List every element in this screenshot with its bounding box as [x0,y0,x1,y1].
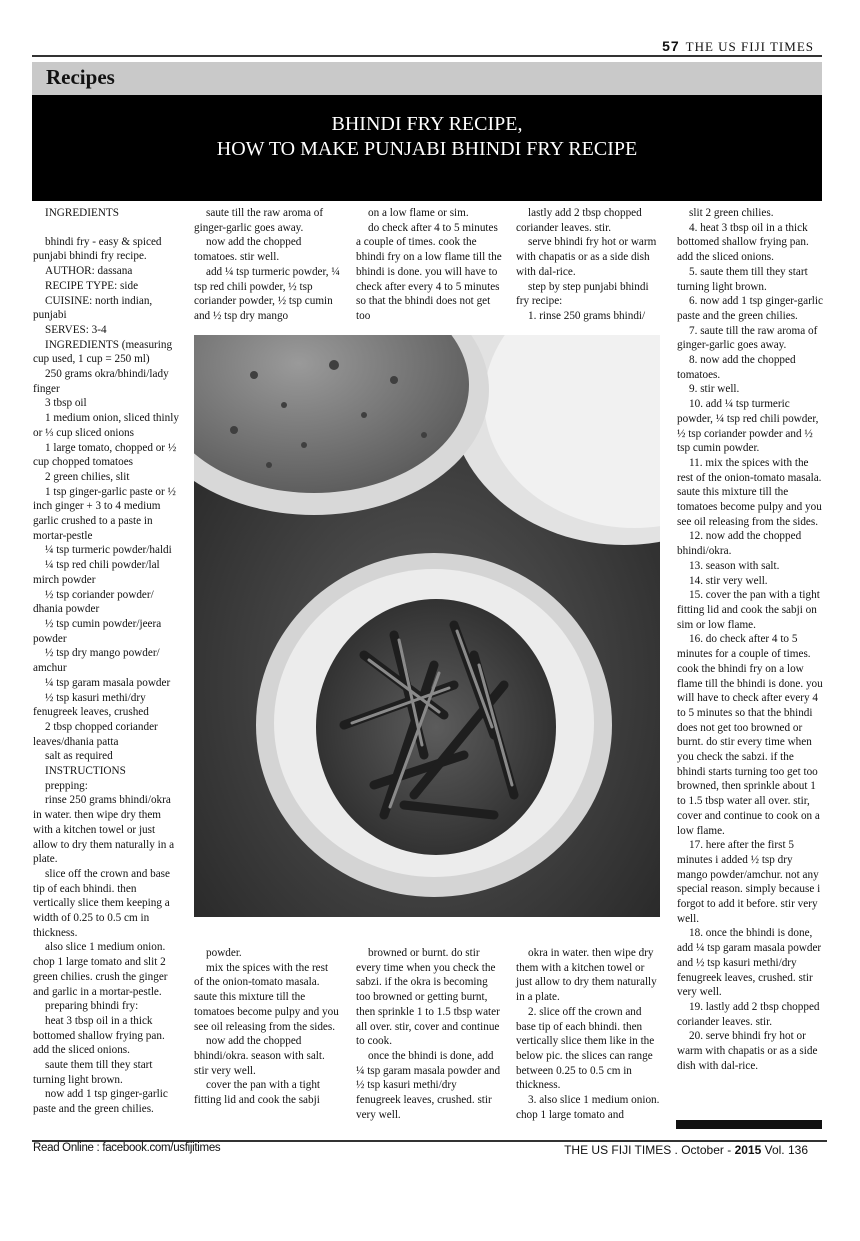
paragraph: RECIPE TYPE: side [45,279,139,292]
paragraph: 1 medium onion, sliced thinly or ⅓ cup sliced onions [33,412,179,439]
paragraph: also slice 1 medium onion. chop 1 large tomato and slit 2 green chilies. crush the ginger and garlic in a mortar-pestle. [33,941,168,998]
paragraph: ¼ tsp garam masala powder [45,676,171,689]
paragraph: bhindi fry - easy & spiced punjabi bhindi fry recipe. [33,235,162,263]
paragraph: saute till the raw aroma of ginger-garlic goes away. [194,207,324,234]
top-rule [32,55,822,57]
paragraph: now add the chopped tomatoes. stir well. [194,236,302,264]
column-5 [677,206,825,1073]
paragraph: 9. stir well. [689,383,740,396]
paragraph: rinse 250 grams bhindi/okra in water. then wipe dry them with a kitchen towel or just allow to dry them naturally in a plate. [33,794,175,866]
paragraph: ½ tsp dry mango powder/ amchur [33,647,160,675]
paragraph: 12. now add the chopped bhindi/okra. [677,530,802,558]
paragraph: 2 tbsp chopped coriander leaves/dhania patta [33,720,158,748]
read-online-link[interactable]: Read Online : facebook.com/usfijitimes [33,1142,221,1154]
page-number: 57 [662,38,680,54]
paragraph: INGREDIENTS (measuring cup used, 1 cup = 250 ml) [33,338,173,366]
paragraph: heat 3 tbsp oil in a thick bottomed shallow frying pan. add the sliced onions. [33,1014,165,1057]
column-3-top [356,206,502,324]
food-photo-illustration [194,335,660,917]
paragraph: AUTHOR: dassana [45,265,133,278]
paragraph: 13. season with salt. [689,559,780,572]
paragraph: step by step punjabi bhindi fry recipe: [516,280,649,308]
column-4-top [516,206,662,324]
paragraph: once the bhindi is done, add ¼ tsp garam masala powder and ½ tsp kasuri methi/dry fenugreek leaves, crushed. stir very well. [356,1049,501,1121]
paragraph: 3. also slice 1 medium onion. chop 1 large tomato and [516,1094,660,1121]
paragraph: 6. now add 1 tsp ginger-garlic paste and the green chilies. [677,295,823,322]
paragraph: ¼ tsp turmeric powder/haldi [45,544,172,557]
page-header [662,38,814,55]
paragraph: saute them till they start turning light brown. [33,1059,153,1086]
paragraph: SERVES: 3-4 [45,323,107,336]
paragraph: slice off the crown and base tip of each bhindi. then vertically slice them keeping a width of 0.25 to 0.5 cm in thickness. [33,867,170,939]
paragraph: 1. rinse 250 grams bhindi/ [528,309,646,322]
paragraph: 16. do check after 4 to 5 minutes for a couple of times. cook the bhindi fry on a low flame till the bhindi is done. you will have to check after every 4 to 5 minutes so that the bhindi does not get too browned or burnt. do stir every time when you check the sabzi. if the bhindi starts turning too get too browned, then sprinkle about 1 to 1.5 tbsp water all over. stir, cover and continue to cook on a low flame. [677,633,823,837]
paragraph: 1 large tomato, chopped or ½ cup chopped tomatoes [33,441,177,469]
paragraph: lastly add 2 tbsp chopped coriander leaves. stir. [516,207,642,234]
paragraph: add ¼ tsp turmeric powder, ¼ tsp red chili powder, ½ tsp coriander powder, ½ tsp cumin and ½ tsp dry mango [194,265,340,322]
column-2-bottom [194,946,340,1108]
paragraph: ½ tsp cumin powder/jeera powder [33,617,162,645]
section-label: Recipes [46,65,115,89]
article-end-bar [676,1120,822,1129]
article-title-line1: BHINDI FRY RECIPE, [331,113,523,135]
footer-volume: Vol. 136 [761,1143,808,1157]
paragraph: do check after 4 to 5 minutes a couple of times. cook the bhindi fry on a low flame till the bhindi is done. you will have to check after every 4 to 5 minutes so that the bhindi does not get too [356,221,502,322]
paragraph: INSTRUCTIONS [45,765,126,778]
paragraph: 19. lastly add 2 tbsp chopped coriander leaves. stir. [677,1000,820,1028]
paragraph: ¼ tsp red chili powder/lal mirch powder [33,559,160,586]
column-4-bottom [516,946,662,1122]
paragraph: preparing bhindi fry: [45,1000,139,1013]
paragraph: 2 green chilies, slit [45,470,130,483]
paragraph: prepping: [45,779,88,792]
footer-issue-info [564,1143,808,1157]
paragraph: 5. saute them till they start turning light brown. [677,265,808,293]
paragraph: CUISINE: north indian, punjabi [33,294,153,322]
footer-publication: THE US FIJI TIMES . October - [564,1143,735,1157]
paragraph: ½ tsp coriander powder/ dhania powder [33,588,154,616]
paragraph: okra in water. then wipe dry them with a kitchen towel or just allow to dry them naturally in a plate. [516,947,657,1004]
article-title-block [32,95,822,201]
paragraph: salt as required [45,750,113,763]
paragraph: 8. now add the chopped tomatoes. [677,354,796,381]
paragraph: 15. cover the pan with a tight fitting lid and cook the sabji on sim or low flame. [677,589,820,631]
paragraph: cover the pan with a tight fitting lid and cook the sabji [194,1079,321,1107]
paragraph: 18. once the bhindi is done, add ¼ tsp garam masala powder and ½ tsp kasuri methi/dry fenugreek leaves, crushed. stir very well. [677,927,822,999]
column-1 [33,206,179,1117]
bhindi-fry-photo [194,335,660,917]
section-band [32,62,822,95]
paragraph: powder. [206,947,242,959]
paragraph: 3 tbsp oil [45,397,87,410]
article-title-line2: HOW TO MAKE PUNJABI BHINDI FRY RECIPE [216,138,638,160]
paragraph: 14. stir very well. [689,574,768,587]
paragraph: 250 grams okra/bhindi/lady finger [33,368,169,395]
paragraph: now add 1 tsp ginger-garlic paste and the green chilies. [33,1088,168,1116]
paragraph: 4. heat 3 tbsp oil in a thick bottomed shallow frying pan. add the sliced onions. [677,221,809,264]
footer-year: 2015 [734,1143,762,1157]
paragraph: on a low flame or sim. [368,207,469,219]
paragraph: slit 2 green chilies. [689,207,774,219]
paragraph: 11. mix the spices with the rest of the onion-tomato masala. saute this mixture till the tomatoes become pulpy and you see oil releasing from the sides. [677,456,822,528]
publication-name: THE US FIJI TIMES [685,39,814,54]
paragraph: 10. add ¼ tsp turmeric powder, ¼ tsp red chili powder, ½ tsp coriander powder and ½ tsp cumin powder. [677,398,819,455]
paragraph: ½ tsp kasuri methi/dry fenugreek leaves, crushed [33,691,149,719]
paragraph: 2. slice off the crown and base tip of each bhindi. then vertically slice them like in the below pic. the slices can range between 0.25 to 0.5 cm in thickness. [516,1005,655,1092]
paragraph: 1 tsp ginger-garlic paste or ½ inch ginger + 3 to 4 medium garlic crushed to a paste in mortar-pestle [33,485,176,542]
paragraph: now add the chopped bhindi/okra. season with salt. stir very well. [194,1035,325,1077]
paragraph: serve bhindi fry hot or warm with chapatis or as a side dish with dal-rice. [516,236,657,278]
paragraph: 20. serve bhindi fry hot or warm with chapatis or as a side dish with dal-rice. [677,1030,818,1072]
paragraph: mix the spices with the rest of the onion-tomato masala. saute this mixture till the tomatoes become pulpy and you see oil releasing from the sides. [194,961,339,1033]
paragraph: INGREDIENTS [45,207,119,219]
paragraph: 7. saute till the raw aroma of ginger-garlic goes away. [677,324,818,352]
column-3-bottom [356,946,502,1122]
paragraph: browned or burnt. do stir every time when you check the sabzi. if the okra is becoming too browned or getting burnt, then sprinkle 1 to 1.5 tbsp water all over. stir, cover and continue to cook. [356,947,500,1048]
column-2-top [194,206,340,324]
paragraph: 17. here after the first 5 minutes i added ½ tsp dry mango powder/amchur. not any special reason. simply because i forgot to add it before. stir very well. [677,839,821,925]
